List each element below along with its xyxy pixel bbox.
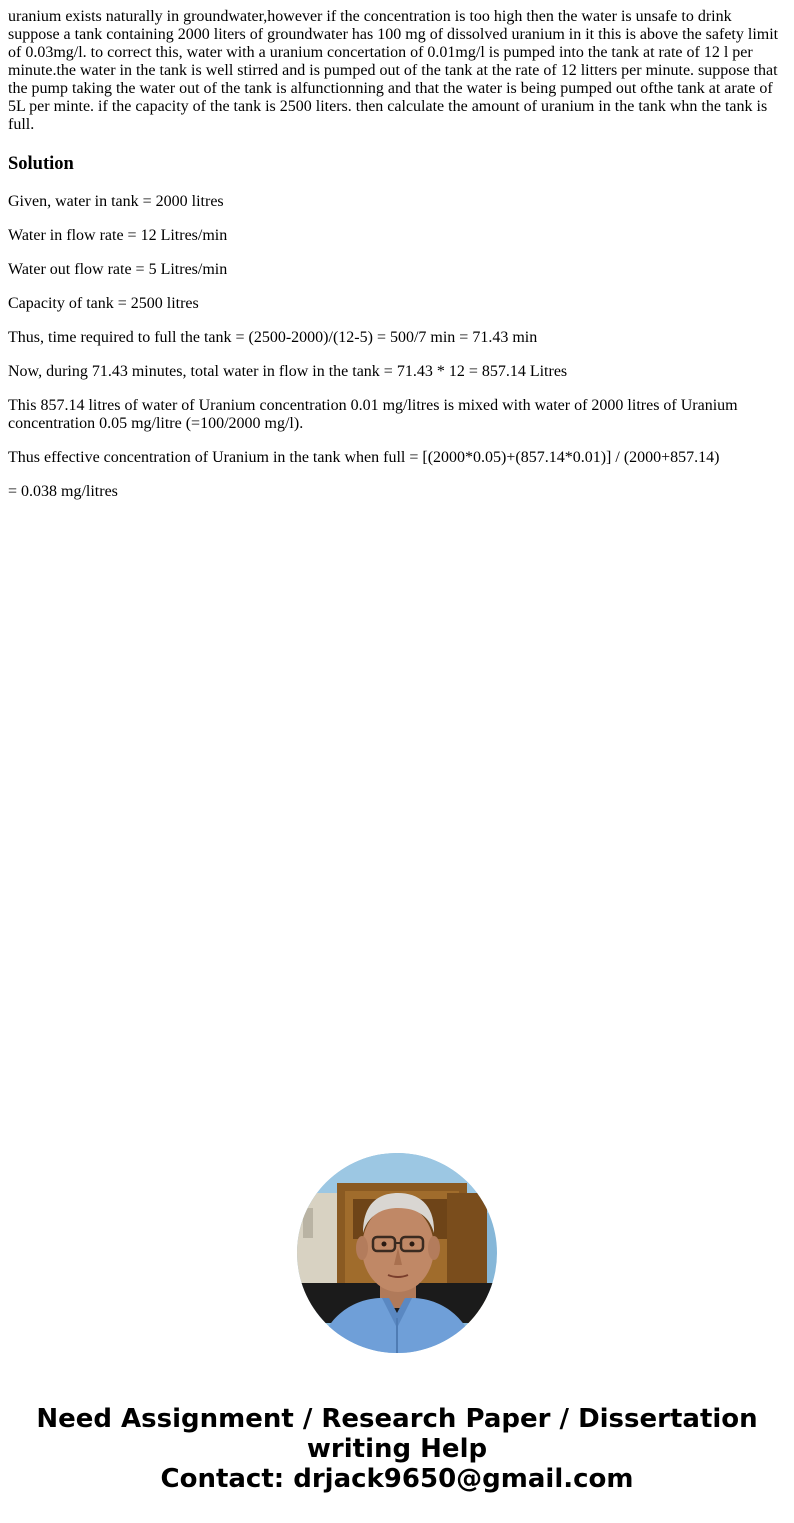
footer-line-2: writing Help (306, 1434, 488, 1464)
solution-step: Water in flow rate = 12 Litres/min (8, 227, 228, 244)
author-portrait-image (297, 1153, 497, 1353)
footer-contact (0, 1404, 794, 1494)
solution-step: = 0.038 mg/litres (8, 483, 118, 500)
solution-step: Given, water in tank = 2000 litres (8, 193, 224, 210)
solution-step: Now, during 71.43 minutes, total water in flow in the tank = 71.43 * 12 = 857.14 Litres (8, 363, 568, 380)
solution-step: Water out flow rate = 5 Litres/min (8, 261, 228, 278)
solution-heading: Solution (8, 154, 74, 174)
solution-step: Capacity of tank = 2500 litres (8, 295, 199, 312)
author-avatar (297, 1153, 497, 1353)
footer-contact-email: Contact: drjack9650@gmail.com (160, 1464, 634, 1494)
question-text: uranium exists naturally in groundwater,however if the concentration is too high then the water is unsafe to drink suppose a tank containing 2000 liters of groundwater has 100 mg of dissolved uranium in it this is above the safety limit of 0.03mg/l. to correct this, water with a uranium concertation of 0.01mg/l is pumped into the tank at rate of 12 l per minute.the water in the tank is well stirred and is pumped out of the tank at the rate of 12 litters per minute. suppose that the pump taking the water out of the tank is alfunctionning and that the water is being pumped out ofthe tank at arate of 5L per minte. if the capacity of the tank is 2500 liters. then calculate the amount of uranium in the tank whn the tank is full. (8, 8, 779, 133)
footer-line-1: Need Assignment / Research Paper / Dissertation (36, 1404, 758, 1434)
solution-step: Thus effective concentration of Uranium in the tank when full = [(2000*0.05)+(857.14*0.01)] / (2000+857.14) (8, 449, 720, 466)
solution-step: Thus, time required to full the tank = (2500-2000)/(12-5) = 500/7 min = 71.43 min (8, 329, 538, 346)
solution-step: This 857.14 litres of water of Uranium concentration 0.01 mg/litres is mixed with water of 2000 litres of Uranium concentration 0.05 mg/litre (=100/2000 mg/l). (8, 397, 738, 432)
